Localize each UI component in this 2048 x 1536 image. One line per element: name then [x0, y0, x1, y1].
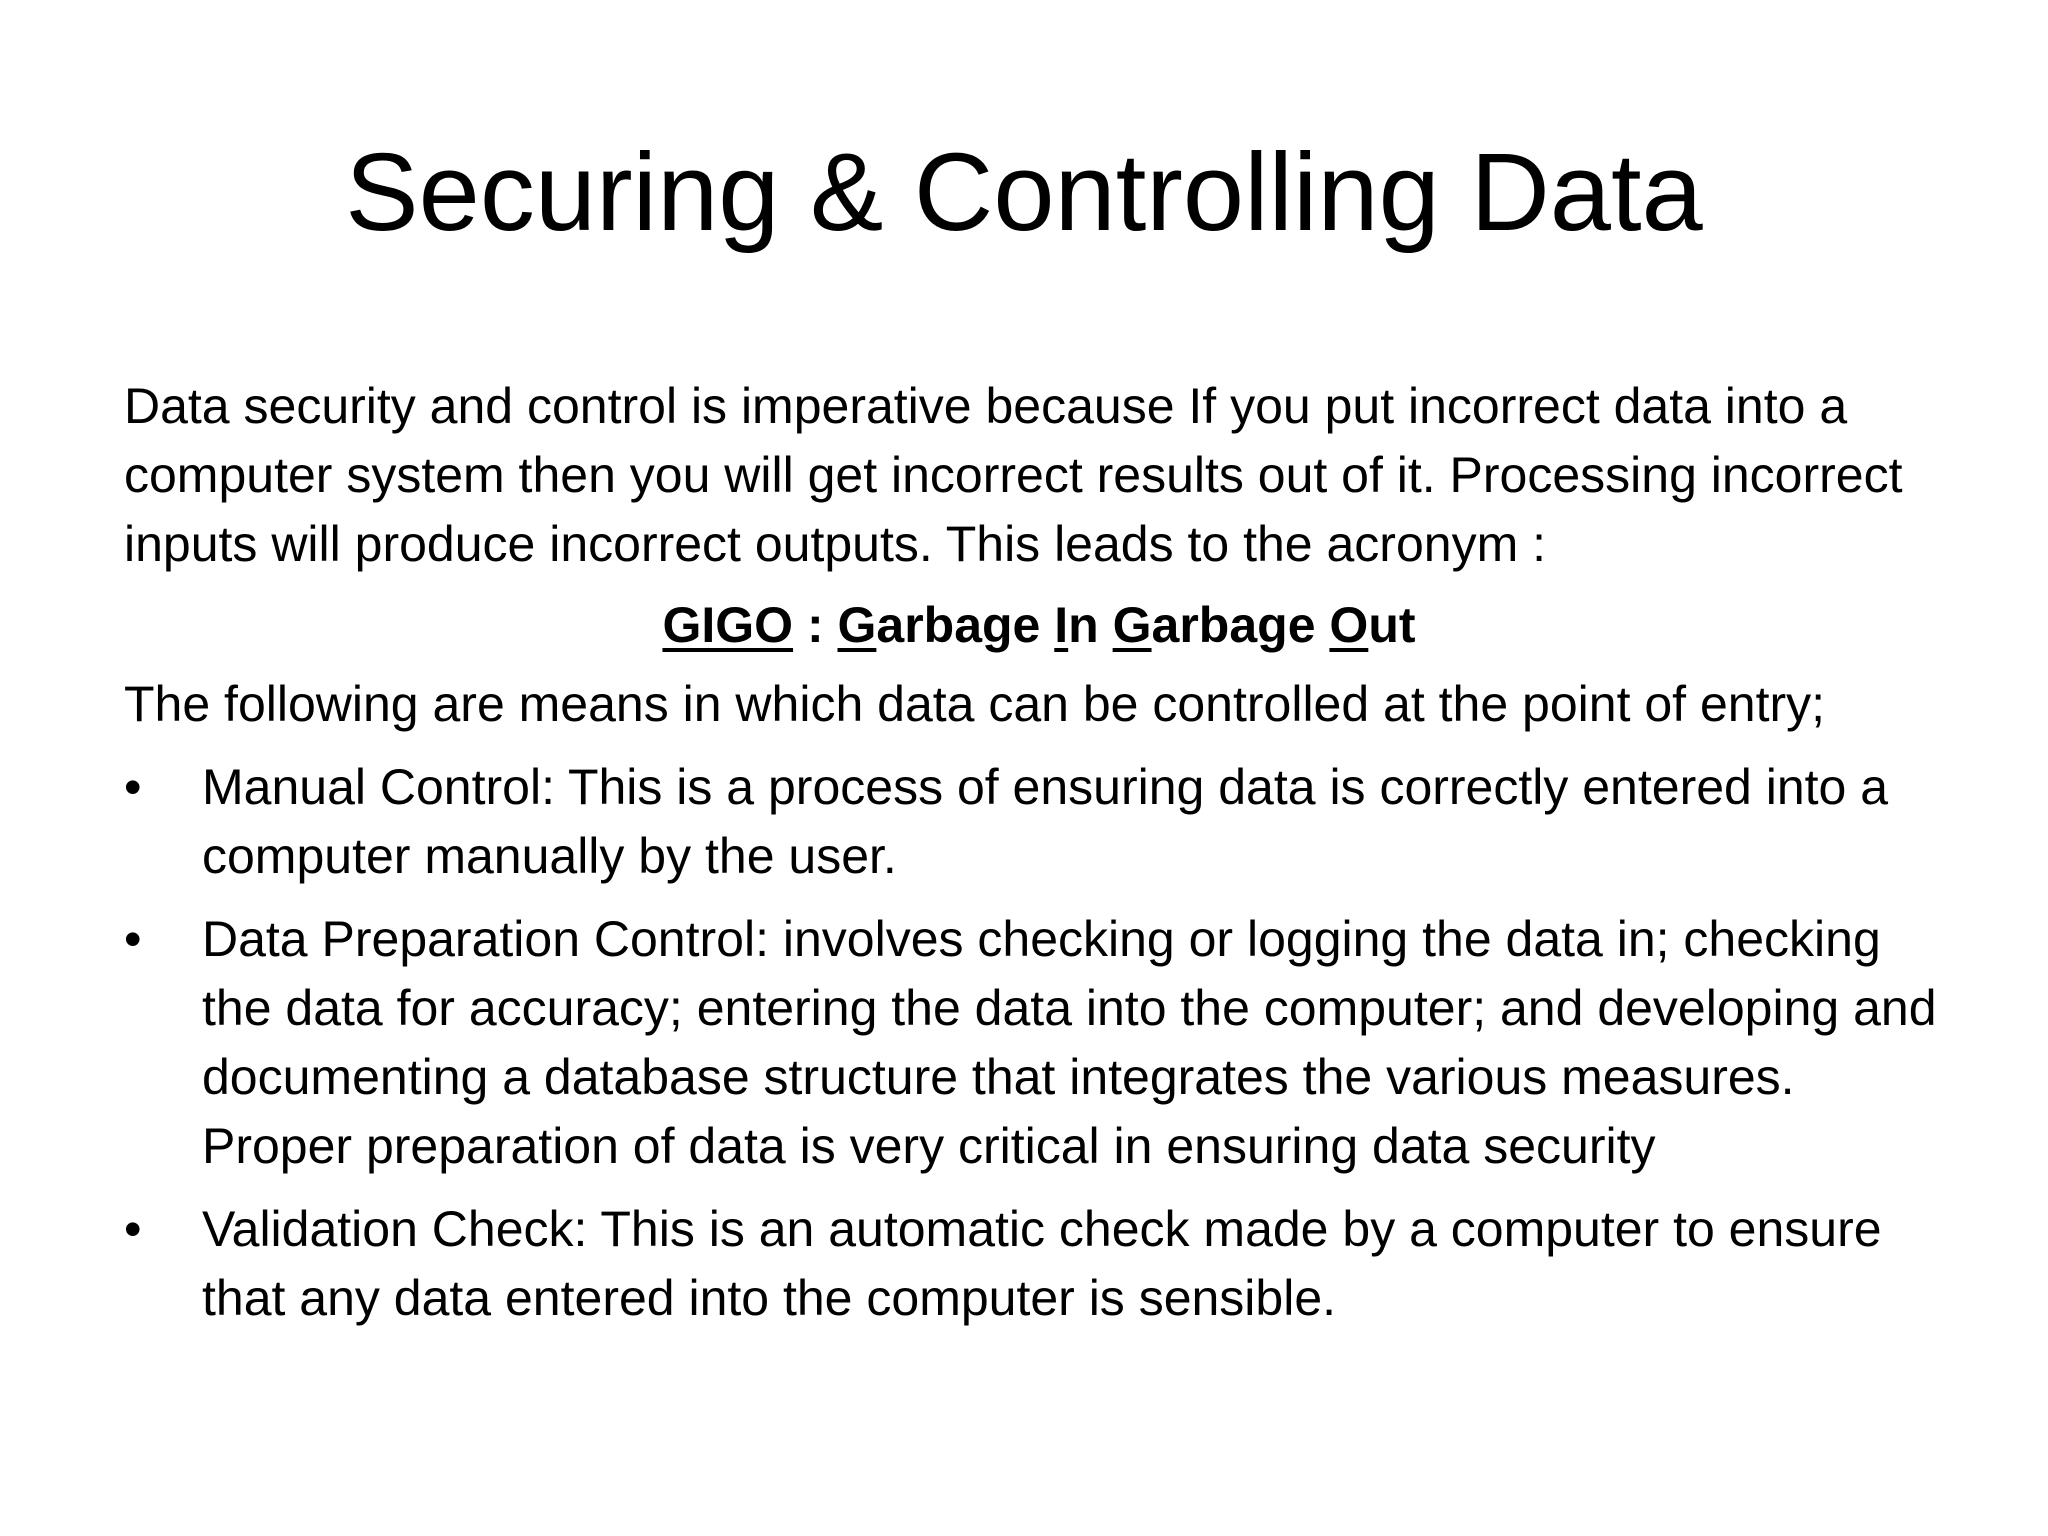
gigo-word-in: In: [1054, 597, 1099, 653]
gigo-word-out: Out: [1329, 597, 1416, 653]
gigo-acronym: GIGO: [662, 597, 794, 653]
bullet-icon: •: [124, 911, 142, 967]
gigo-acronym-line: [124, 591, 1954, 660]
intro-paragraph: Data security and control is imperative because If you put incorrect data into a computer system then you will get incorrect results out of it. Processing incorrect inputs will produce incorrect outputs. This leads to the acronym :: [124, 378, 1903, 572]
gigo-word-garbage: Garbage: [837, 597, 1041, 653]
gigo-word-garbage-2: Garbage: [1112, 597, 1316, 653]
bullet-text-validation-check: Validation Check: This is an automatic check made by a computer to ensure that any data entered into the computer is sensible.: [202, 1201, 1882, 1326]
gigo-separator: :: [793, 597, 838, 653]
list-item: [124, 905, 1954, 1181]
slide-body: [124, 372, 1954, 1347]
bullet-list: [124, 753, 1954, 1333]
slide-title: Securing & Controlling Data: [345, 131, 1703, 254]
bullet-text-data-preparation-control: Data Preparation Control: involves checking or logging the data in; checking the data for accuracy; entering the data into the computer; and developing and documenting a database structure that integrates the various measures. Proper preparation of data is very critical in ensuring data security: [202, 911, 1937, 1174]
lead-in-text: The following are means in which data can be controlled at the point of entry;: [124, 676, 1826, 732]
bullet-icon: •: [124, 759, 142, 815]
bullet-text-manual-control: Manual Control: This is a process of ensuring data is correctly entered into a computer manually by the user.: [202, 759, 1889, 884]
list-item: [124, 753, 1954, 891]
list-item: [124, 1195, 1954, 1333]
bullet-icon: •: [124, 1201, 142, 1257]
